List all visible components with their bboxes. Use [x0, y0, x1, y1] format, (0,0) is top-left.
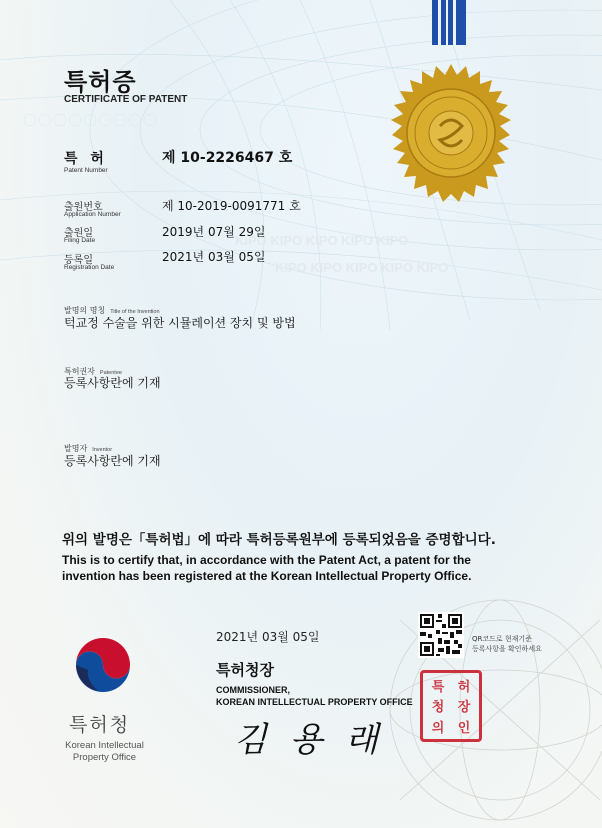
application-number-label-en: Application Number	[64, 211, 121, 218]
stamp-char: 인	[457, 721, 471, 737]
watermark-text: KIPO KIPO KIPO KIPO KIPO	[235, 233, 409, 248]
certification-statement-ko: 위의 발명은「특허법」에 따라 특허등록원부에 등록되었음을 증명합니다.	[62, 532, 496, 548]
kipo-taegeuk-logo-icon	[68, 630, 138, 700]
office-name-ko: 특허청	[69, 714, 131, 736]
certification-statement-en-line1: This is to certify that, in accordance with the Patent Act, a patent for the	[62, 553, 471, 567]
commissioner-title-en	[216, 684, 413, 708]
commissioner-title-ko: 특허청장	[216, 661, 274, 679]
patent-number-label-en: Patent Number	[64, 167, 108, 174]
ribbon	[432, 0, 466, 45]
patent-number-value: 제 10-2226467 호	[162, 150, 293, 166]
inventor-label: 발명자	[64, 444, 88, 453]
patentee-label-en: Patentee	[99, 370, 122, 376]
patentee-value: 등록사항란에 기재	[64, 376, 161, 390]
gold-seal-icon	[378, 62, 524, 208]
stamp-char: 허	[457, 679, 471, 695]
invention-title-label-en: Title of the Invention	[110, 309, 160, 315]
watermark-text: KIPO KIPO KIPO KIPO KIPO	[275, 260, 449, 275]
application-number-value: 제 10-2019-0091771 호	[162, 199, 301, 213]
commissioner-title-en-line1: COMMISSIONER,	[216, 685, 291, 695]
certificate-subtitle: CERTIFICATE OF PATENT	[64, 94, 188, 105]
office-name-en-line1: Korean Intellectual	[65, 740, 144, 751]
filing-date-label: 출원일	[64, 228, 93, 239]
qr-note-line1: QR코드로 현재기준	[472, 635, 532, 643]
certificate-title: 특허증	[64, 68, 137, 96]
patentee-label: 특허권자	[64, 367, 95, 376]
application-number-label: 출원번호	[64, 202, 103, 213]
stamp-char: 청	[431, 700, 445, 716]
inventor-value: 등록사항란에 기재	[64, 454, 161, 468]
invention-title-label: 발명의 명칭	[64, 306, 106, 315]
office-name-en	[52, 740, 157, 764]
invention-title-value: 턱교정 수술을 위한 시뮬레이션 장치 및 방법	[64, 316, 296, 330]
official-seal-stamp	[420, 670, 482, 742]
registration-date-label-en: Registration Date	[64, 264, 115, 271]
qr-code-icon[interactable]	[418, 612, 464, 658]
issue-date: 2021년 03월 05일	[216, 630, 320, 644]
registration-date-label: 등록일	[64, 255, 93, 266]
stamp-char: 특	[431, 679, 445, 695]
commissioner-title-en-line2: KOREAN INTELLECTUAL PROPERTY OFFICE	[216, 697, 413, 707]
office-name-en-line2: Property Office	[72, 752, 137, 763]
filing-date-value: 2019년 07월 29일	[162, 225, 266, 239]
stamp-char: 의	[431, 721, 445, 737]
qr-note-line2: 등록사항을 확인하세요	[472, 645, 542, 653]
filing-date-label-en: Filing Date	[64, 237, 96, 244]
registration-date-value: 2021년 03월 05일	[162, 250, 266, 264]
inventor-label-en: Inventor	[92, 447, 113, 453]
patent-number-label: 특 허	[64, 151, 108, 167]
qr-note	[472, 634, 542, 654]
commissioner-signature: 김 용 래	[234, 720, 385, 760]
stamp-char: 장	[457, 700, 471, 716]
certification-statement-en-line2: invention has been registered at the Korean Intellectual Property Office.	[62, 569, 472, 583]
